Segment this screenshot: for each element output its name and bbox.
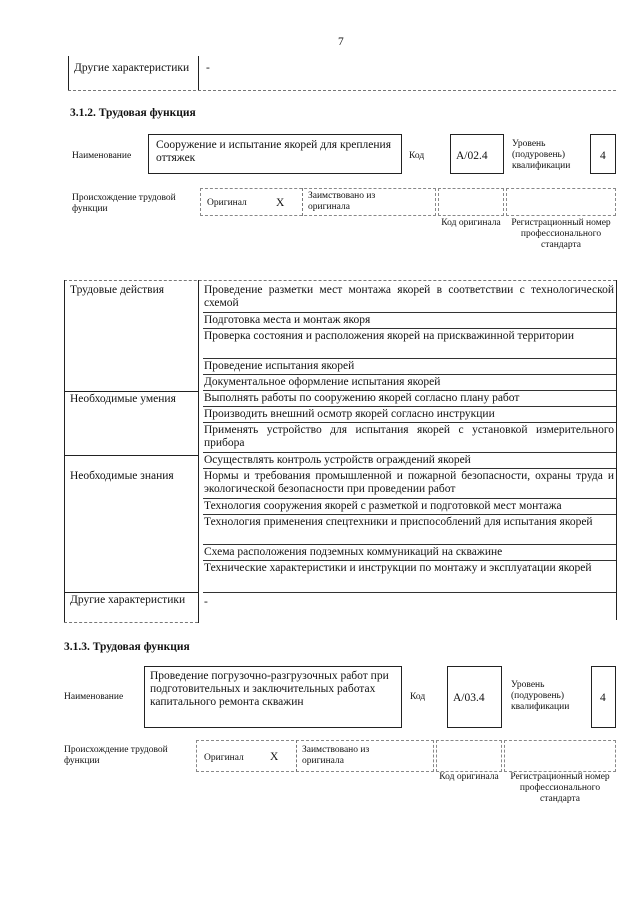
knowledge-label: Необходимые знания	[70, 470, 174, 482]
name-label: Наименование	[64, 692, 124, 702]
code-label: Код	[409, 151, 425, 161]
code-label: Код	[410, 692, 426, 702]
borrowed-label: Заимствовано из оригинала	[302, 745, 370, 766]
original-mark: X	[270, 751, 279, 763]
code-original-caption: Код оригинала	[439, 772, 499, 782]
knowledge-item: Технические характеристики и инструкции по монтажу и эксплуатации якорей	[204, 562, 592, 574]
table-border	[203, 514, 616, 515]
other-label: Другие характеристики	[70, 594, 186, 606]
table-border	[64, 280, 65, 623]
table-border	[203, 328, 616, 329]
labor-action-item: Проведение испытания якорей	[204, 360, 355, 372]
table-border	[203, 498, 616, 499]
code-value: А/03.4	[453, 692, 485, 704]
skill-item: Применять устройство для испытания якорей с установкой измерительного прибора	[204, 424, 614, 449]
table-border	[198, 280, 199, 623]
code-value: А/02.4	[456, 150, 488, 162]
knowledge-item: Схема расположения подземных коммуникаций на скважине	[204, 546, 503, 558]
table-border	[203, 406, 616, 407]
table-border	[203, 468, 616, 469]
function-name-value: Сооружение и испытание якорей для крепления оттяжек	[156, 139, 391, 164]
table-border	[203, 452, 616, 453]
table-border	[64, 622, 198, 623]
knowledge-item: Технология сооружения якорей с разметкой и подготовкой мест монтажа	[204, 500, 562, 512]
knowledge-item: Технология применения спецтехники и приспособлений для испытания якорей	[204, 516, 593, 528]
reg-number-caption: Регистрационный номер профессионального стандарта	[510, 772, 610, 804]
table-border	[203, 358, 616, 359]
table-border	[68, 56, 69, 90]
origin-label: Происхождение трудовой функции	[72, 193, 176, 214]
knowledge-item: Нормы и требования промышленной и пожарной безопасности, охраны труда и экологической безопасности при проведении работ	[204, 470, 614, 495]
page-number: 7	[338, 36, 344, 48]
code-original-box	[438, 188, 504, 216]
table-border	[203, 422, 616, 423]
table-border	[64, 592, 198, 593]
original-label: Оригинал	[204, 753, 244, 763]
labor-action-item: Проверка состояния и расположения якорей на прискважинной территории	[204, 330, 574, 342]
origin-label: Происхождение трудовой функции	[64, 745, 168, 766]
original-mark: X	[276, 197, 285, 209]
table-border	[68, 90, 616, 91]
function-name-value: Проведение погрузочно-разгрузочных работ при подготовительных и заключительных работах капитального ремонта скважин	[150, 670, 389, 708]
borrowed-label: Заимствовано из оригинала	[308, 191, 376, 212]
table-border	[203, 374, 616, 375]
table-border	[203, 544, 616, 545]
labor-action-item: Подготовка места и монтаж якоря	[204, 314, 371, 326]
reg-number-box	[506, 188, 616, 216]
other-value: -	[204, 596, 208, 608]
level-value: 4	[600, 692, 606, 704]
other-characteristics-value: -	[206, 62, 210, 74]
table-border	[296, 740, 297, 772]
level-label: Уровень (подуровень) квалификации	[511, 680, 570, 712]
level-label: Уровень (подуровень) квалификации	[512, 139, 571, 171]
table-border	[64, 455, 198, 456]
table-border	[64, 391, 198, 392]
skill-item: Выполнять работы по сооружению якорей согласно плану работ	[204, 392, 520, 404]
table-border	[302, 188, 303, 216]
name-label: Наименование	[72, 151, 132, 161]
skill-item: Производить внешний осмотр якорей согласно инструкции	[204, 408, 495, 420]
labor-action-item: Документальное оформление испытания якорей	[204, 376, 441, 388]
reg-number-caption: Регистрационный номер профессионального стандарта	[511, 218, 611, 250]
table-border	[203, 560, 616, 561]
table-border	[198, 56, 199, 90]
table-border	[64, 280, 616, 281]
section-title-313: 3.1.3. Трудовая функция	[64, 641, 190, 653]
table-border	[203, 312, 616, 313]
level-value: 4	[600, 150, 606, 162]
table-border	[203, 592, 616, 593]
code-original-caption: Код оригинала	[441, 218, 501, 228]
labor-action-item: Проведение разметки мест монтажа якорей в соответствии с технологической схемой	[204, 284, 614, 309]
labor-actions-label: Трудовые действия	[70, 284, 165, 296]
table-border	[203, 390, 616, 391]
skills-label: Необходимые умения	[70, 393, 176, 405]
code-original-box	[436, 740, 502, 772]
reg-number-box	[504, 740, 616, 772]
section-title-312: 3.1.2. Трудовая функция	[70, 107, 196, 119]
original-label: Оригинал	[207, 198, 247, 208]
table-border	[616, 280, 617, 620]
other-characteristics-label: Другие характеристики	[74, 62, 190, 74]
skill-item: Осуществлять контроль устройств ограждений якорей	[204, 454, 471, 466]
